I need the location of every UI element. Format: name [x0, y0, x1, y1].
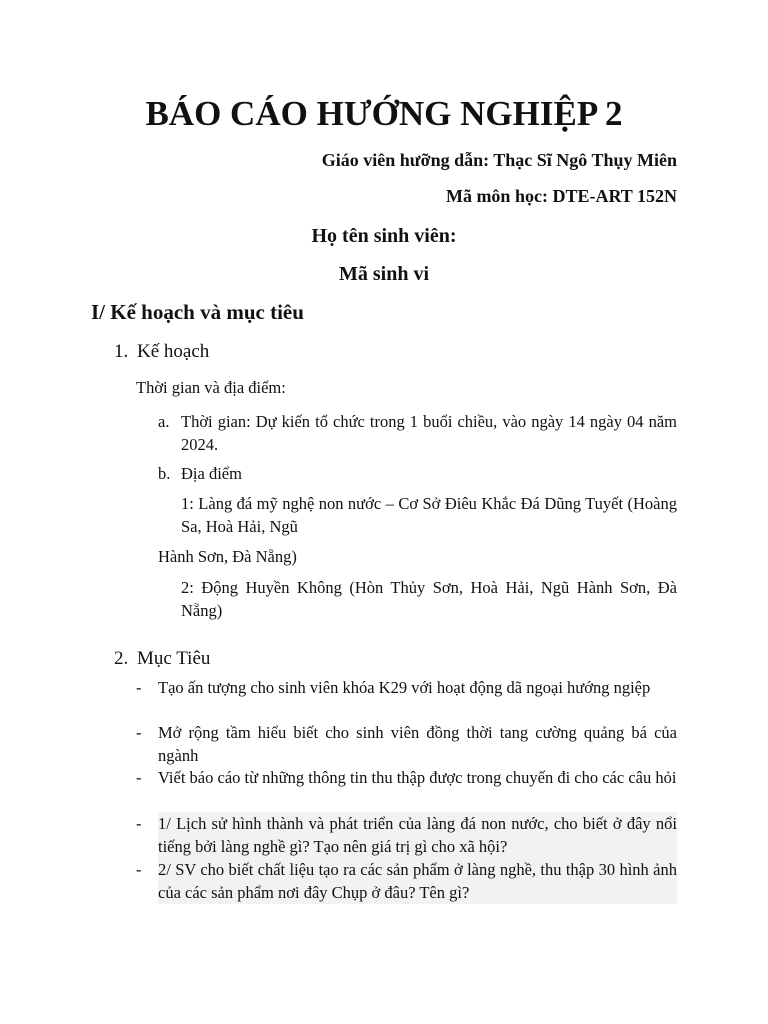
student-id-line: Mã sinh vi	[338, 263, 430, 285]
plan-item-location: Địa điểm	[181, 464, 242, 483]
goal-bullet: -	[136, 860, 142, 879]
plan-item-time: Thời gian: Dự kiến tổ chức trong 1 buổi chiều, vào ngày 14 ngày 04 năm 2024.	[181, 412, 677, 454]
place-1-line-2: Hành Sơn, Đà Nẵng)	[158, 547, 297, 566]
place-1-line-1: 1: Làng đá mỹ nghệ non nước – Cơ Sở Điêu Khắc Đá Dũng Tuyết (Hoàng Sa, Hoà Hải, Ngũ	[181, 494, 677, 536]
goal-bullet: -	[136, 814, 142, 833]
teacher-line: Giáo viên hưỡng dẫn: Thạc Sĩ Ngô Thụy Miên	[321, 150, 677, 170]
plan-heading: Kế hoạch	[137, 341, 210, 362]
goal-item: Mở rộng tầm hiểu biết cho sinh viên đồng thời tang cường quảng bá của ngành	[158, 723, 677, 765]
plan-item-marker-a: a.	[158, 412, 170, 431]
goals-number: 2.	[114, 648, 129, 669]
goal-bullet: -	[136, 723, 142, 742]
goal-bullet: -	[136, 678, 142, 697]
goal-bullet: -	[136, 768, 142, 787]
plan-item-marker-b: b.	[158, 464, 171, 483]
goals-heading: Mục Tiêu	[137, 648, 211, 669]
student-name-line: Họ tên sinh viên:	[311, 225, 457, 247]
plan-number: 1.	[114, 341, 129, 362]
report-title: BÁO CÁO HƯỚNG NGHIỆP 2	[145, 94, 623, 133]
course-code-line: Mã môn học: DTE-ART 152N	[445, 186, 677, 206]
goal-item: Tạo ấn tượng cho sinh viên khóa K29 với hoạt động dã ngoại hướng ngiệp	[158, 678, 651, 697]
section-heading-plan-goals: I/ Kế hoạch và mục tiêu	[91, 300, 304, 324]
place-2: 2: Động Huyền Không (Hòn Thủy Sơn, Hoà Hải, Ngũ Hành Sơn, Đà Nẵng)	[181, 578, 677, 620]
goal-question-2: 2/ SV cho biết chất liệu tạo ra các sản phẩm ở làng nghề, thu thập 30 hình ảnh của các sản phẩm nơi đây Chụp ở đâu? Tên gì?	[158, 860, 677, 902]
plan-intro: Thời gian và địa điểm:	[136, 378, 286, 397]
goal-question-1: 1/ Lịch sử hình thành và phát triển của làng đá non nước, cho biết ở đây nổi tiếng bởi làng nghề gì? Tạo nên giá trị gì cho xã hội?	[158, 814, 677, 856]
goal-item: Viết báo cáo từ những thông tin thu thập được trong chuyến đi cho các câu hỏi	[158, 768, 677, 787]
